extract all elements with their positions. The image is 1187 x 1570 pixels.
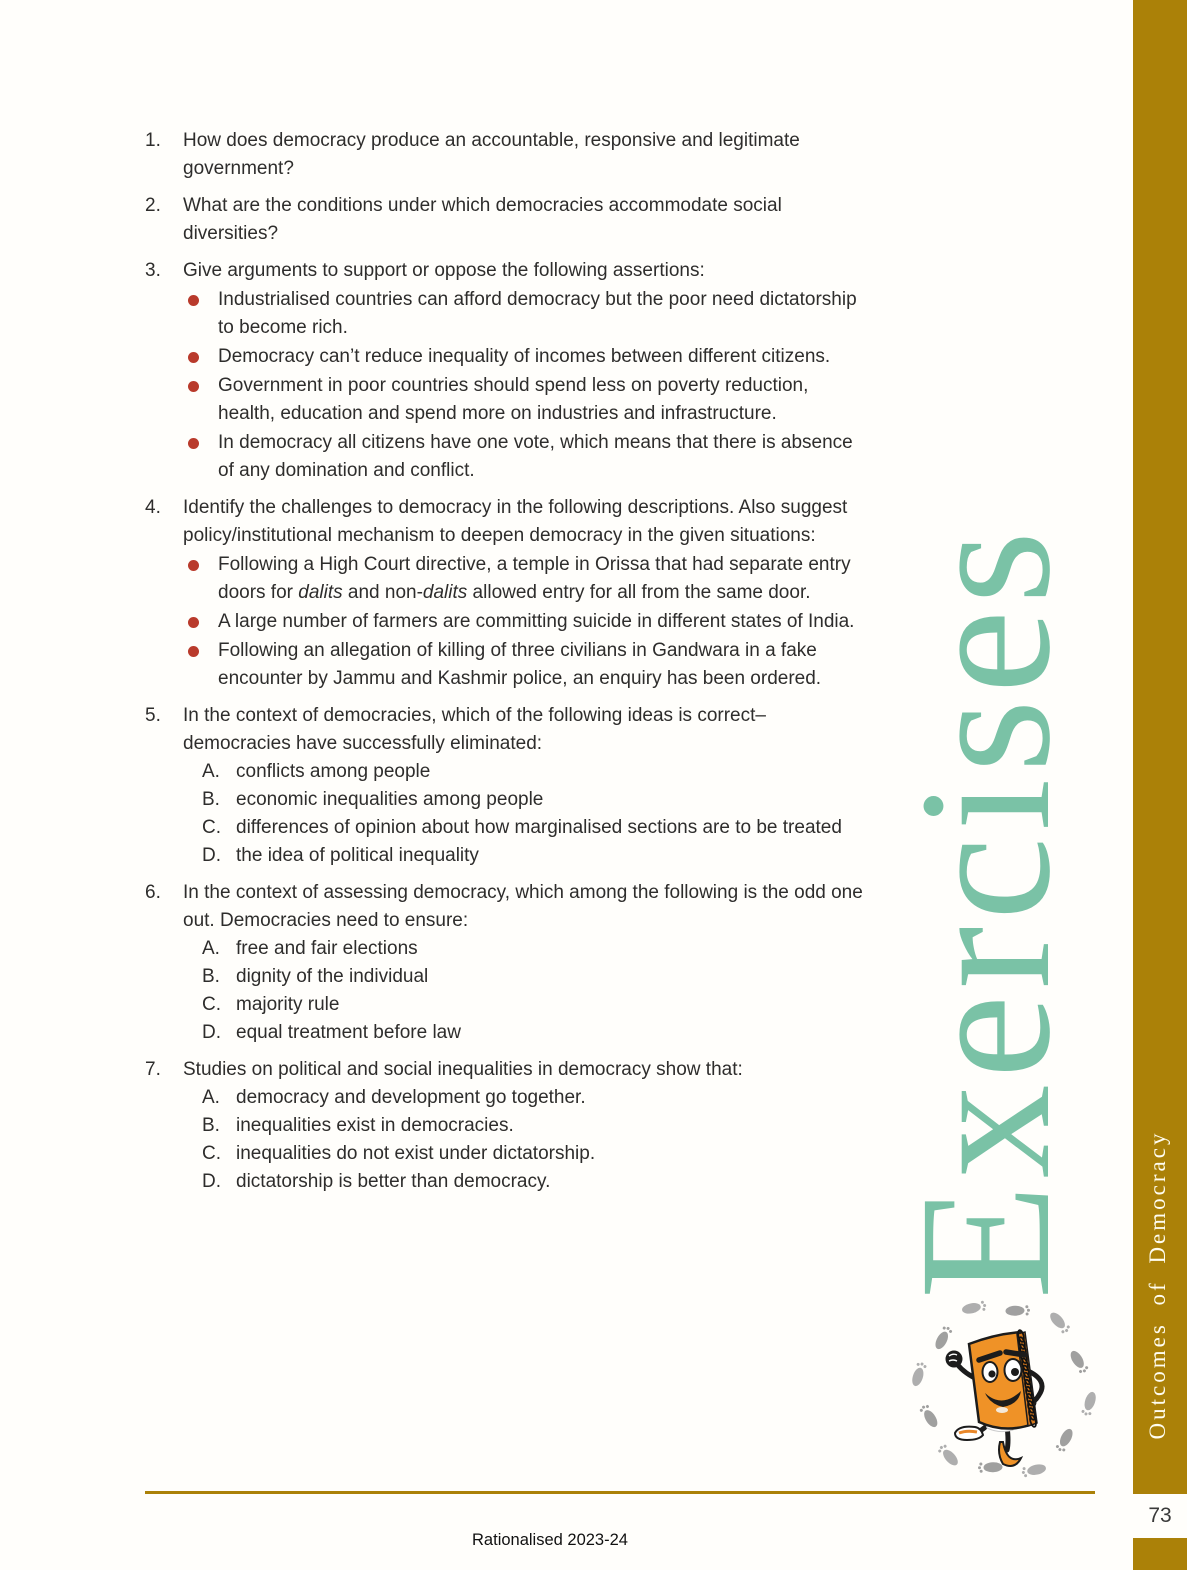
question-text: In the context of democracies, which of the following ideas is correct– democracies have successfully eliminated: [183,705,766,754]
option-item [202,1112,863,1140]
bullet-text: Industrialised countries can afford democracy but the poor need dictatorship to become rich. [218,289,857,338]
option-label: A. [202,761,220,782]
question-text: In the context of assessing democracy, which among the following is the odd one out. Democracies need to ensure: [183,882,863,931]
option-label: A. [202,938,220,959]
page-number: 73 [1148,1504,1172,1527]
bullet-item [188,637,863,693]
option-text: differences of opinion about how marginalised sections are to be treated [236,817,842,838]
question-number: 3. [145,260,161,281]
question-body [183,494,863,693]
option-text: dignity of the individual [236,966,429,987]
option-text: the idea of political inequality [236,845,479,866]
footer-note: Rationalised 2023-24 [472,1531,628,1549]
option-label: B. [202,966,220,987]
option-item [202,1084,863,1112]
question-body [183,702,863,870]
bullet-item [188,286,863,342]
option-label: C. [202,817,221,838]
question-number: 7. [145,1059,161,1080]
bullet-text: Following a High Court directive, a temple in Orissa that had separate entry doors for dalits and non-dalits allowed entry for all from the same door. [218,554,851,603]
exercises-headline: Exercises [880,524,1089,1300]
bullet-item [188,372,863,428]
option-text: inequalities do not exist under dictatorship. [236,1143,596,1164]
option-text: democracy and development go together. [236,1087,586,1108]
chapter-title-vertical: Outcomes of Democracy [1145,1130,1170,1440]
bullet-text: Following an allegation of killing of three civilians in Gandwara in a fake encounter by Jammu and Kashmir police, an enquiry has been ordered. [218,640,822,689]
option-label: B. [202,1115,220,1136]
option-text: free and fair elections [236,938,418,959]
question-item [145,1056,863,1196]
option-item [202,842,863,870]
question-text: What are the conditions under which democracies accommodate social diversities? [183,195,782,244]
bullet-icon [188,617,199,628]
question-item [145,879,863,1047]
bullet-item [188,551,863,607]
option-item [202,786,863,814]
question-number: 4. [145,497,161,518]
question-text: Give arguments to support or oppose the following assertions: [183,260,705,281]
question-number: 1. [145,130,161,151]
option-label: C. [202,994,221,1015]
question-item [145,192,863,248]
option-text: equal treatment before law [236,1022,461,1043]
bullet-icon [188,560,199,571]
question-body [183,127,863,183]
option-text: inequalities exist in democracies. [236,1115,514,1136]
running-notebook-mascot [903,1292,1107,1484]
question-number: 2. [145,195,161,216]
option-item [202,1140,863,1168]
bullet-item [188,429,863,485]
option-item [202,1019,863,1047]
bullet-icon [188,646,199,657]
notebook-body [946,1330,1043,1466]
bullet-icon [188,438,199,449]
option-item [202,758,863,786]
question-body [183,192,863,248]
bullet-text: A large number of farmers are committing suicide in different states of India. [218,611,855,632]
option-label: B. [202,789,220,810]
bullet-icon [188,295,199,306]
option-item [202,991,863,1019]
question-body [183,257,863,485]
question-body [183,879,863,1047]
option-label: A. [202,1087,220,1108]
bullet-item [188,608,863,636]
bullet-icon [188,381,199,392]
option-text: conflicts among people [236,761,431,782]
question-text: Identify the challenges to democracy in the following descriptions. Also suggest policy/institutional mechanism to deepen democracy in the given situations: [183,497,848,546]
option-item [202,935,863,963]
bullet-text: In democracy all citizens have one vote, which means that there is absence of any domination and conflict. [218,432,853,481]
question-item [145,127,863,183]
question-item [145,494,863,693]
question-item [145,702,863,870]
question-number: 5. [145,705,161,726]
option-item [202,963,863,991]
bullet-text: Government in poor countries should spend less on poverty reduction, health, education and spend more on industries and infrastructure. [218,375,809,424]
option-item [202,814,863,842]
option-text: economic inequalities among people [236,789,544,810]
question-item [145,257,863,485]
option-text: majority rule [236,994,340,1015]
bullet-icon [188,352,199,363]
questions [145,127,863,1205]
question-body [183,1056,863,1196]
option-label: D. [202,1171,221,1192]
bullet-item [188,343,863,371]
option-label: D. [202,845,221,866]
bullet-text: Democracy can’t reduce inequality of incomes between different citizens. [218,346,831,367]
page-number-box [1133,1494,1187,1538]
footer-rule [145,1491,1095,1494]
question-text: Studies on political and social inequalities in democracy show that: [183,1059,743,1080]
option-item [202,1168,863,1196]
question-number: 6. [145,882,161,903]
option-label: C. [202,1143,221,1164]
option-text: dictatorship is better than democracy. [236,1171,551,1192]
question-text: How does democracy produce an accountable, responsive and legitimate government? [183,130,800,179]
option-label: D. [202,1022,221,1043]
